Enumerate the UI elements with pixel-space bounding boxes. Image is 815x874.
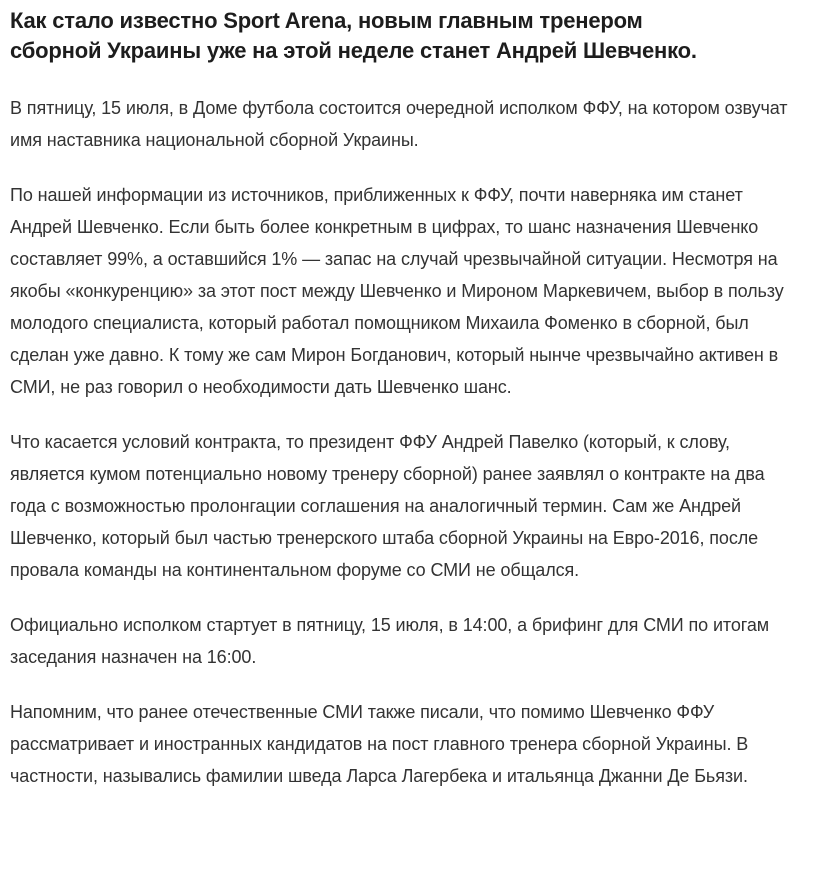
article-paragraph-3: Что касается условий контракта, то президент ФФУ Андрей Павелко (который, к слову, является кумом потенциально новому тренеру сборной) ранее заявлял о контракте на два года с возможностью пролонгации соглашения на аналогичный термин. Сам же Андрей Шевченко, который был частью тренерского штаба сборной Украины на Евро-2016, после провала команды на континентальном форуме со СМИ не общался.: [10, 432, 765, 580]
article-paragraph-4: Официально исполком стартует в пятницу, 15 июля, в 14:00, а брифинг для СМИ по итогам заседания назначен на 16:00.: [10, 615, 770, 667]
article-paragraph-2: По нашей информации из источников, приближенных к ФФУ, почти наверняка им станет Андрей Шевченко. Если быть более конкретным в цифрах, то шанс назначения Шевченко составляет 99%, а оставшийся 1% — запас на случай чрезвычайной ситуации. Несмотря на якобы «конкуренцию» за этот пост между Шевченко и Мироном Маркевичем, выбор в пользу молодого специалиста, который работал помощником Михаила Фоменко в сборной, был сделан уже давно. К тому же сам Мирон Богданович, который нынче чрезвычайно активен в СМИ, не раз говорил о необходимости дать Шевченко шанс.: [10, 185, 784, 397]
article-lead: Как стало известно Sport Arena, новым главным тренером сборной Украины уже на этой неделе станет Андрей Шевченко.: [10, 8, 697, 63]
article-paragraph-5: Напомним, что ранее отечественные СМИ также писали, что помимо Шевченко ФФУ рассматривает и иностранных кандидатов на пост главного тренера сборной Украины. В частности, назывались фамилии шведа Ларса Лагербека и итальянца Джанни Де Бьязи.: [10, 702, 749, 786]
article-paragraph-1: В пятницу, 15 июля, в Доме футбола состоится очередной исполком ФФУ, на котором озвучат имя наставника национальной сборной Украины.: [10, 98, 788, 150]
